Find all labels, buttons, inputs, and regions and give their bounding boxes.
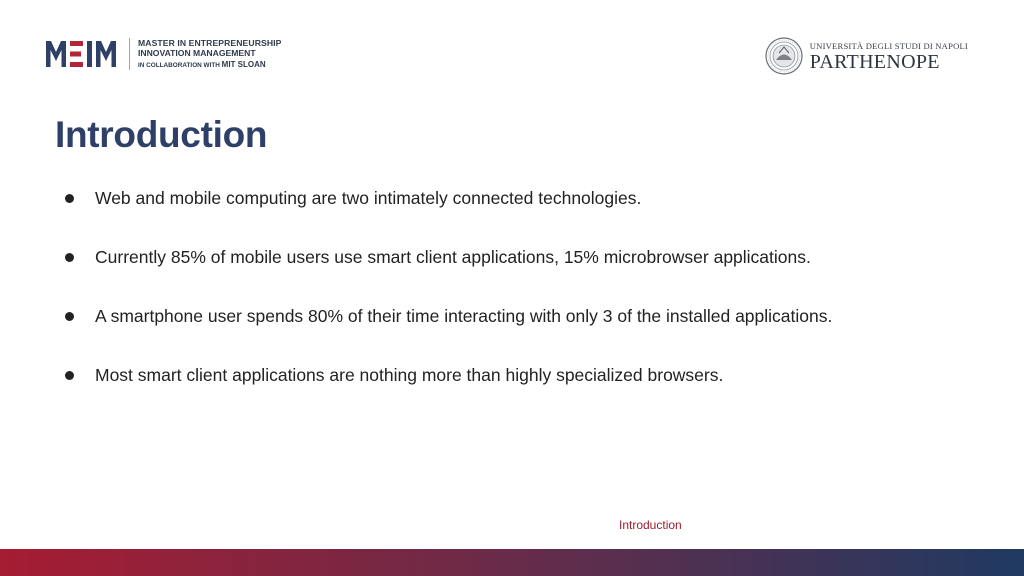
header-divider — [129, 38, 130, 70]
bullet-text: Currently 85% of mobile users use smart client applications, 15% microbrowser applications. — [95, 246, 811, 267]
footer-section-label: Introduction — [619, 518, 682, 532]
bullet-icon — [65, 194, 74, 203]
bullet-icon — [65, 312, 74, 321]
university-seal-icon — [765, 37, 803, 75]
footer-gradient-bar — [0, 549, 1024, 576]
mit-sloan-label: MIT SLOAN — [221, 59, 266, 69]
university-line1: UNIVERSITÀ DEGLI STUDI DI NAPOLI — [809, 40, 968, 51]
meim-line3 — [138, 61, 281, 69]
meim-header-logo — [45, 37, 281, 71]
bullet-icon — [65, 253, 74, 262]
bullet-list — [63, 186, 832, 422]
meim-logo-icon — [45, 40, 119, 68]
meim-line1: MASTER IN ENTREPRENEURSHIP — [138, 37, 282, 48]
bullet-item — [63, 304, 832, 328]
bullet-text: Most smart client applications are nothing more than highly specialized browsers. — [95, 364, 724, 385]
meim-header-text — [138, 39, 281, 70]
university-name — [810, 41, 968, 72]
university-line2: PARTHENOPE — [809, 50, 940, 73]
bullet-item — [63, 245, 832, 269]
bullet-item — [63, 186, 832, 210]
bullet-icon — [65, 371, 74, 380]
university-logo — [765, 37, 968, 75]
bullet-item — [63, 363, 832, 387]
meim-line3-prefix: IN COLLABORATION WITH — [138, 61, 220, 69]
page-title: Introduction — [55, 114, 268, 155]
bullet-text: Web and mobile computing are two intimately connected technologies. — [95, 187, 642, 208]
bullet-text: A smartphone user spends 80% of their time interacting with only 3 of the installed applications. — [95, 305, 833, 326]
meim-line2: INNOVATION MANAGEMENT — [138, 48, 256, 59]
